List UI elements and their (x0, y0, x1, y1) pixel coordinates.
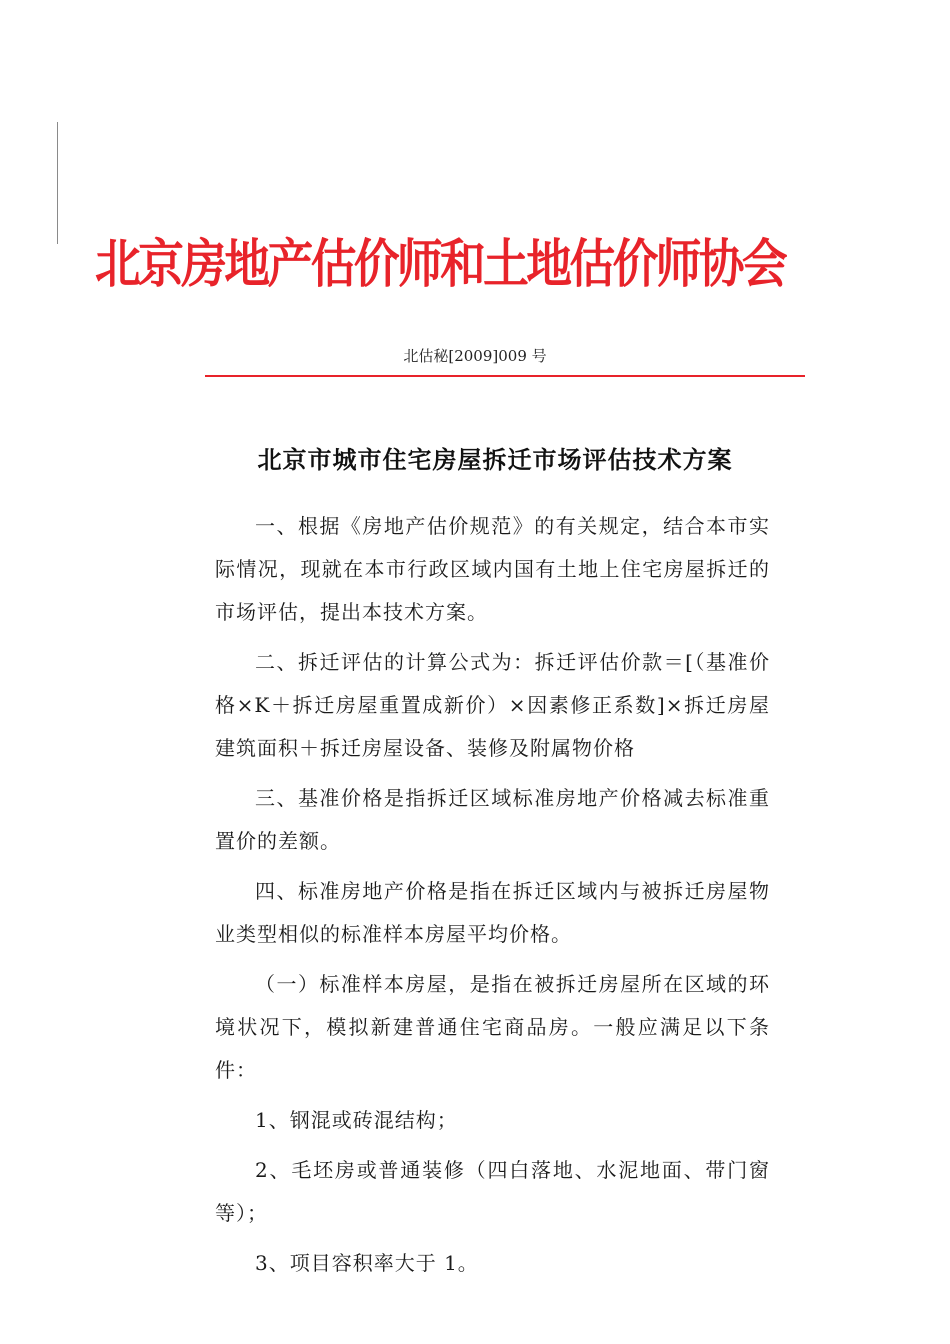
document-body (215, 505, 770, 1292)
paragraph-3: 三、基准价格是指拆迁区域标准房地产价格减去标准重置价的差额。 (215, 786, 770, 853)
letterhead-title: 北京房地产估价师和土地估价师协会 (95, 235, 785, 295)
document-title: 北京市城市住宅房屋拆迁市场评估技术方案 (257, 446, 733, 474)
paragraph-8: 3、项目容积率大于 1。 (255, 1251, 479, 1275)
red-divider (205, 375, 805, 377)
document-number: 北估秘[2009]009 号 (403, 347, 547, 365)
paragraph-1: 一、根据《房地产估价规范》的有关规定，结合本市实际情况，现就在本市行政区域内国有土地上住宅房屋拆迁的市场评估，提出本技术方案。 (215, 514, 770, 624)
paragraph-4: 四、标准房地产价格是指在拆迁区域内与被拆迁房屋物业类型相似的标准样本房屋平均价格。 (215, 879, 770, 946)
paragraph-7: 2、毛坯房或普通装修（四白落地、水泥地面、带门窗等）； (215, 1158, 770, 1225)
paragraph-2: 二、拆迁评估的计算公式为：拆迁评估价款＝[（基准价格×K＋拆迁房屋重置成新价）×因素修正系数]×拆迁房屋建筑面积＋拆迁房屋设备、装修及附属物价格 (215, 650, 770, 760)
paragraph-5: （一）标准样本房屋，是指在被拆迁房屋所在区域的环境状况下，模拟新建普通住宅商品房。一般应满足以下条件： (215, 972, 770, 1082)
paragraph-6: 1、钢混或砖混结构； (255, 1108, 458, 1132)
